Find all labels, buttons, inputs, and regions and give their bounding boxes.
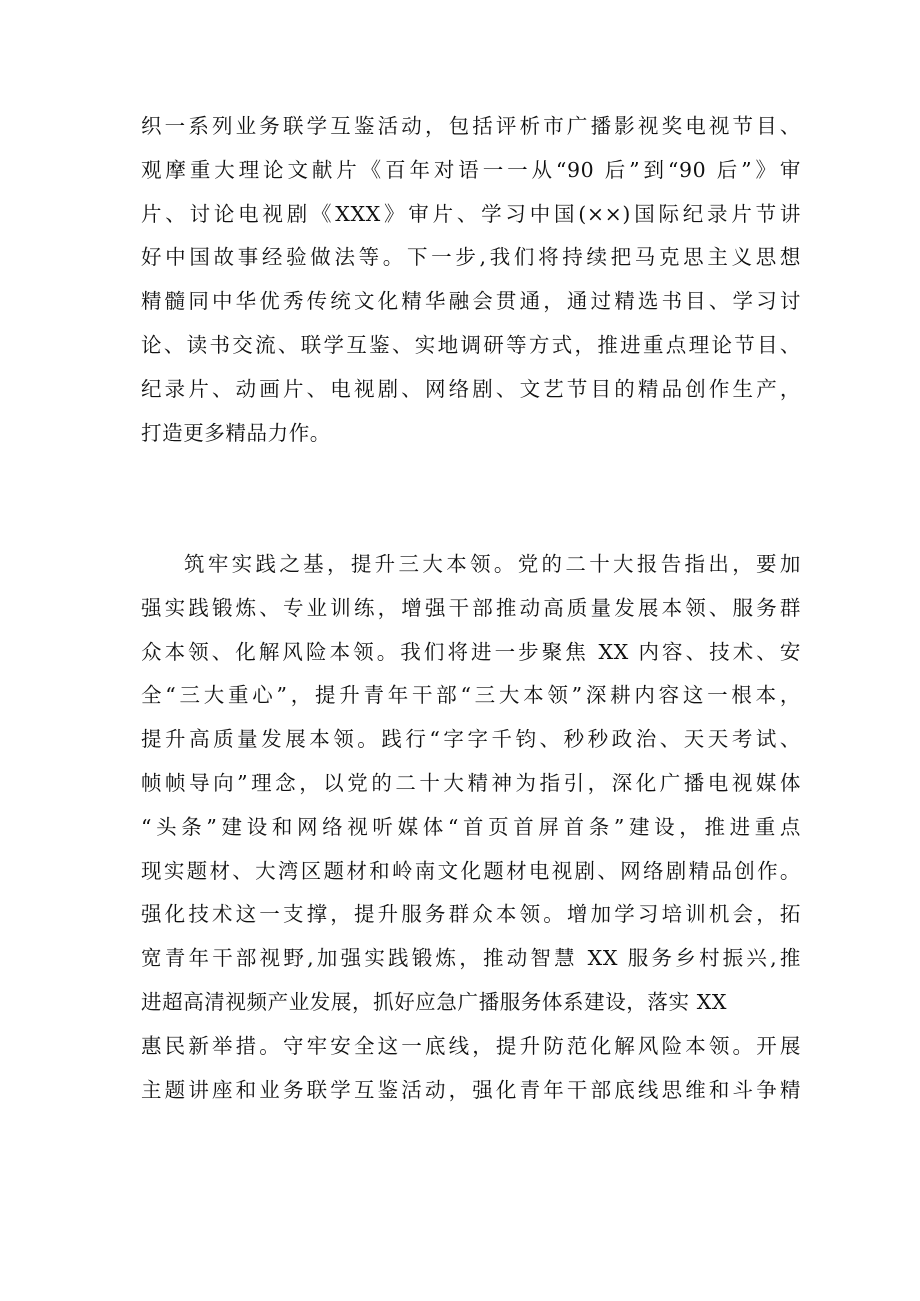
paragraph-line: 提升高质量发展本领。践行“字字千钧、秒秒政治、天天考试、 <box>141 727 801 752</box>
paragraph-line: 片、讨论电视剧《XXX》审片、学习中国(××)国际纪录片节讲 <box>141 201 801 226</box>
paragraph-line: 众本领、化解风险本领。我们将进一步聚焦 XX 内容、技术、安 <box>141 639 801 664</box>
paragraph-line: “头条”建设和网络视听媒体“首页首屏首条”建设，推进重点 <box>141 814 801 839</box>
paragraph-1 <box>141 105 801 455</box>
paragraph-line: 织一系列业务联学互鉴活动，包括评析市广播影视奖电视节目、 <box>141 114 801 138</box>
paragraph-line: 主题讲座和业务联学互鉴活动，强化青年干部底线思维和斗争精 <box>141 1077 801 1102</box>
paragraph-line: 惠民新举措。守牢安全这一底线，提升防范化解风险本领。开展 <box>141 1033 801 1058</box>
paragraph-line: 帧帧导向”理念，以党的二十大精神为指引，深化广播电视媒体 <box>141 770 801 795</box>
paragraph-line: 纪录片、动画片、电视剧、网络剧、文艺节目的精品创作生产， <box>141 376 801 401</box>
paragraph-line: 打造更多精品力作。 <box>141 420 331 445</box>
paragraph-line: 现实题材、大湾区题材和岭南文化题材电视剧、网络剧精品创作。 <box>141 858 801 883</box>
paragraph-line: 好中国故事经验做法等。下一步,我们将持续把马克思主义思想 <box>141 245 801 270</box>
paragraph-line: 宽青年干部视野,加强实践锻炼，推动智慧 XX 服务乡村振兴,推 <box>141 946 801 971</box>
paragraph-line: 论、读书交流、联学互鉴、实地调研等方式，推进重点理论节目、 <box>141 332 801 357</box>
paragraph-line: 进超高清视频产业发展，抓好应急广播服务体系建设，落实 XX <box>141 989 728 1014</box>
paragraph-line: 观摩重大理论文献片《百年对语一一从“90 后”到“90 后”》审 <box>141 157 801 182</box>
paragraph-line: 精髓同中华优秀传统文化精华融会贯通，通过精选书目、学习讨 <box>141 289 801 314</box>
paragraph-first-line: 筑牢实践之基，提升三大本领。党的二十大报告指出，要加 <box>184 552 801 576</box>
paragraph-2 <box>141 543 801 1112</box>
paragraph-line: 强实践锻炼、专业训练，增强干部推动高质量发展本领、服务群 <box>141 595 801 620</box>
paragraph-line: 全“三大重心”，提升青年干部“三大本领”深耕内容这一根本， <box>141 683 801 708</box>
paragraph-line: 强化技术这一支撑，提升服务群众本领。增加学习培训机会，拓 <box>141 902 801 927</box>
